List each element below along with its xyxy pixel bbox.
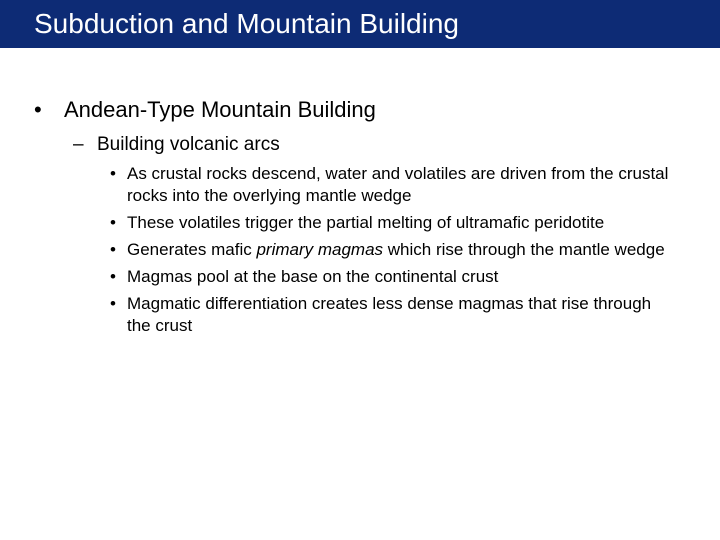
- point-text: [127, 239, 670, 261]
- bullet-dash: –: [73, 134, 84, 155]
- point-text-post: which rise through the mantle wedge: [383, 240, 665, 259]
- list-item: [110, 239, 670, 261]
- point-text-pre: Generates mafic: [127, 240, 257, 259]
- bullet-dot: •: [110, 164, 116, 183]
- subheading-text: Building volcanic arcs: [97, 134, 280, 155]
- point-text-emphasis: primary magmas: [256, 240, 384, 259]
- slide-title: Subduction and Mountain Building: [34, 8, 459, 39]
- heading-text: Andean-Type Mountain Building: [64, 97, 376, 122]
- bullet-dot: •: [110, 240, 116, 259]
- bullet-dot: •: [110, 294, 116, 313]
- bullet-dot: •: [110, 267, 116, 286]
- title-bar: [0, 0, 720, 48]
- point-text: As crustal rocks descend, water and volatiles are driven from the crustal rocks into the overlying mantle wedge: [127, 164, 669, 205]
- point-text: Magmatic differentiation creates less dense magmas that rise through the crust: [127, 294, 652, 335]
- bullet-dot: •: [34, 97, 42, 122]
- point-text: These volatiles trigger the partial melting of ultramafic peridotite: [127, 213, 605, 232]
- list-item: [110, 163, 670, 207]
- list-item: [110, 212, 670, 234]
- bullet-list-level-3: [110, 163, 670, 342]
- list-item: [110, 266, 670, 288]
- point-text: Magmas pool at the base on the continental crust: [127, 267, 499, 286]
- list-item: [110, 293, 670, 337]
- bullet-dot: •: [110, 213, 116, 232]
